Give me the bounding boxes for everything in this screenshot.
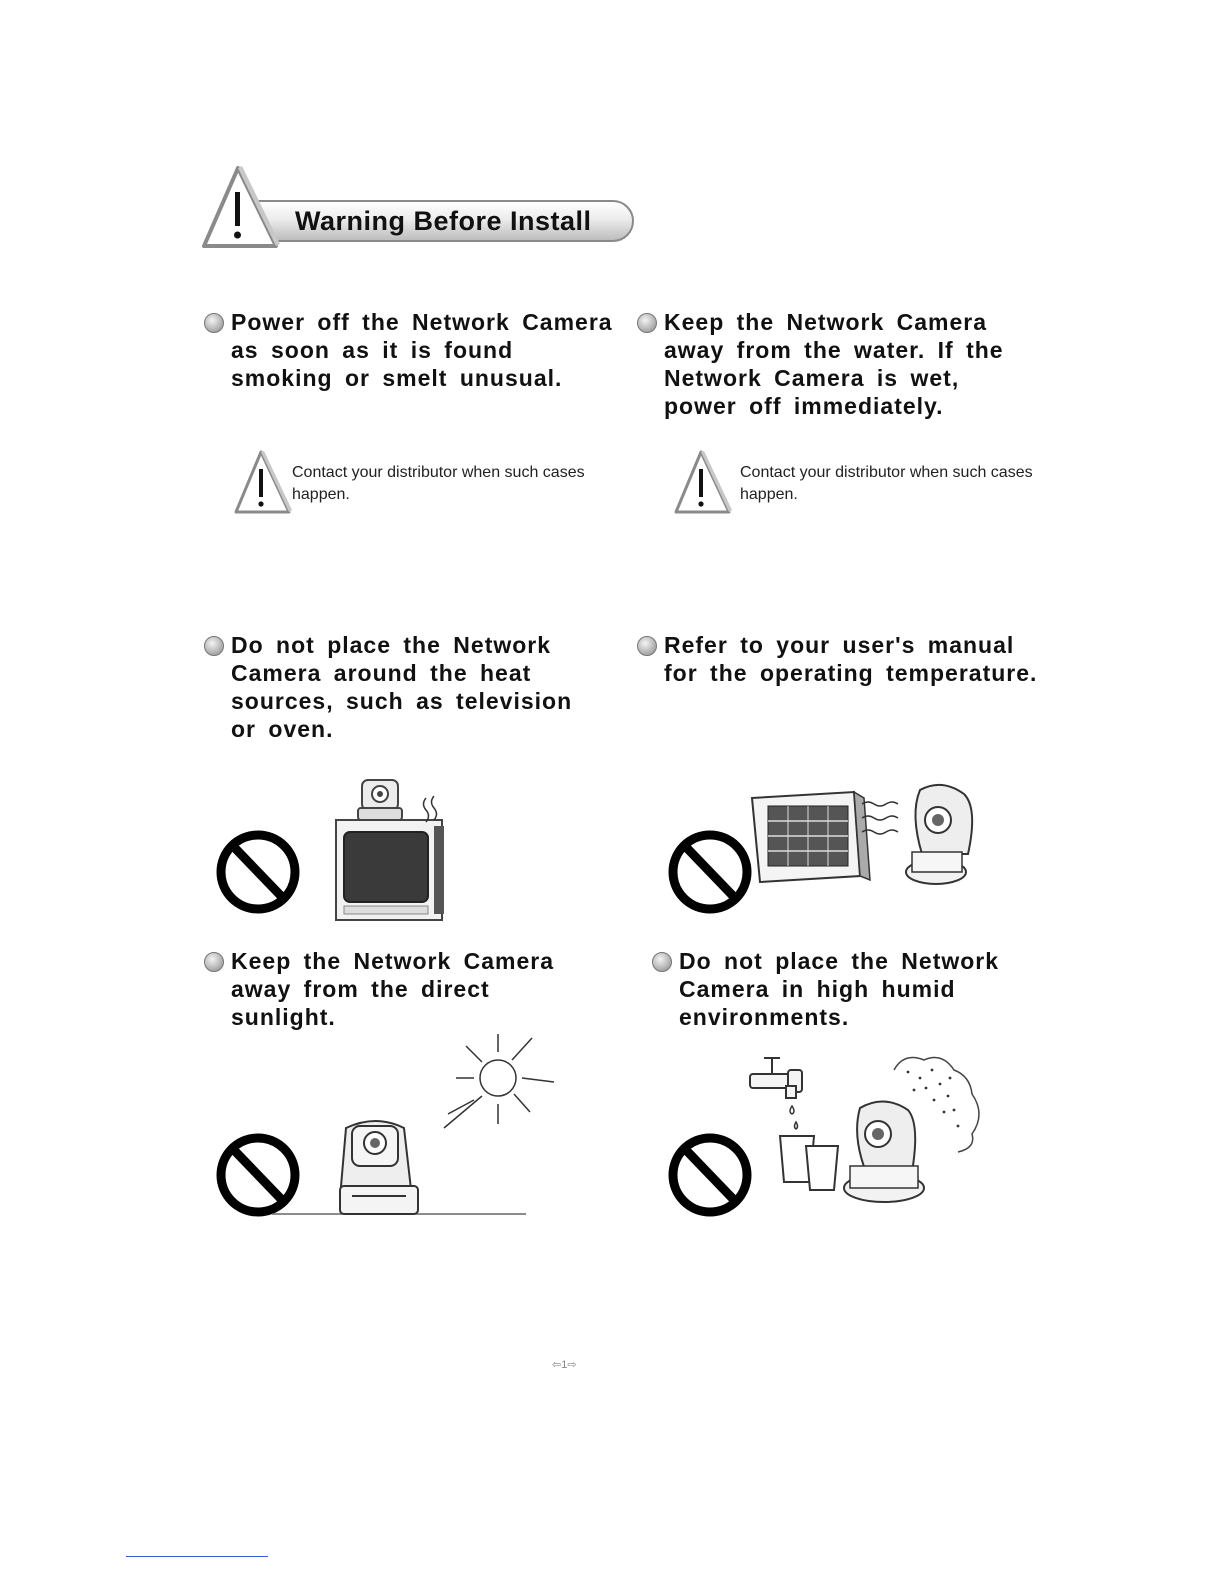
item-line: Camera in high humid: [679, 976, 956, 1002]
item-line: Do not place the Network: [679, 948, 1000, 974]
warning-item-heat-sources: [231, 631, 572, 743]
item-line: or oven.: [231, 716, 334, 742]
section-banner: [200, 162, 640, 252]
camera-icon: [844, 1101, 924, 1202]
item-line: away from the water. If the: [664, 337, 1004, 363]
warning-item-humidity: [679, 947, 999, 1031]
note-text: Contact your distributor when such cases happen.: [292, 464, 585, 503]
item-line: Refer to your user's manual: [664, 632, 1015, 658]
warning-triangle-icon: [200, 162, 290, 252]
item-line: Keep the Network Camera: [664, 309, 988, 335]
prohibited-icon: [221, 1138, 295, 1212]
item-line: smoking or smelt unusual.: [231, 365, 563, 391]
warning-item-temperature: [664, 631, 1037, 687]
bullet-icon: [204, 952, 224, 972]
item-line: power off immediately.: [664, 393, 944, 419]
warning-triangle-icon: [674, 449, 734, 517]
prohibited-icon: [673, 1138, 747, 1212]
bullet-icon: [637, 313, 657, 333]
item-line: for the operating temperature.: [664, 660, 1038, 686]
faucet-icon: [750, 1058, 802, 1098]
warning-item-power-off: [231, 308, 613, 392]
item-line: sunlight.: [231, 1004, 336, 1030]
item-line: environments.: [679, 1004, 850, 1030]
humidity-illustration: [664, 1050, 1004, 1220]
cups-icon: [780, 1136, 838, 1190]
note-text: Contact your distributor when such cases happen.: [740, 464, 1033, 503]
sunlight-illustration: [212, 1030, 562, 1225]
item-line: Power off the Network Camera: [231, 309, 613, 335]
prohibited-icon: [673, 835, 747, 909]
heater-illustration: [664, 776, 994, 926]
sun-icon: [444, 1034, 554, 1128]
page-number: ⇦1⇨: [552, 1359, 577, 1371]
item-line: sources, such as television: [231, 688, 573, 714]
television-icon: [336, 820, 444, 920]
item-line: away from the direct: [231, 976, 490, 1002]
bullet-icon: [652, 952, 672, 972]
warning-item-water: [664, 308, 1004, 420]
item-line: Do not place the Network: [231, 632, 552, 658]
tv-heat-illustration: [212, 776, 462, 926]
prohibited-icon: [221, 835, 295, 909]
page-title: Warning Before Install: [295, 206, 592, 236]
heater-icon: [752, 792, 870, 882]
item-line: Camera around the heat: [231, 660, 532, 686]
camera-icon: [906, 785, 972, 884]
footer-rule: [126, 1556, 268, 1557]
camera-icon: [358, 780, 402, 820]
distributor-note: [674, 449, 1034, 519]
warning-triangle-icon: [234, 449, 294, 517]
item-line: as soon as it is found: [231, 337, 514, 363]
item-line: Keep the Network Camera: [231, 948, 555, 974]
bullet-icon: [204, 313, 224, 333]
bullet-icon: [204, 636, 224, 656]
camera-icon: [340, 1121, 418, 1214]
bullet-icon: [637, 636, 657, 656]
item-line: Network Camera is wet,: [664, 365, 960, 391]
warning-item-sunlight: [231, 947, 554, 1031]
distributor-note: [234, 449, 594, 519]
